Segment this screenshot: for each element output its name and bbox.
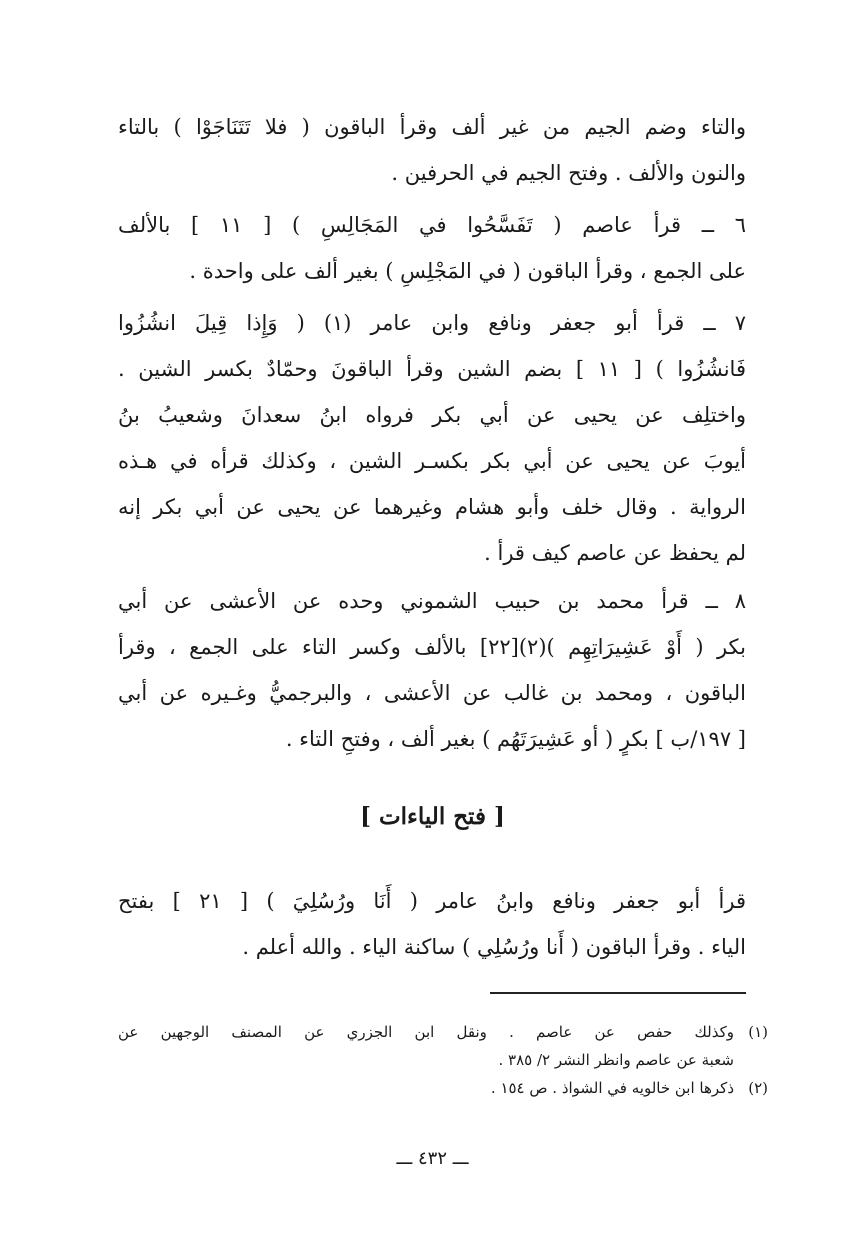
- section-heading: [ فتح الياءات ]: [360, 803, 505, 830]
- text-line: قرأ أبو جعفر ونافع وابنُ عامر ( أَنَا ورُسُلِيَ ) [ ٢١ ] بفتح: [118, 889, 746, 913]
- footnote-text: شعبة عن عاصم وانظر النشر ٢/ ٣٨٥ .: [498, 1051, 734, 1069]
- text-line: ٧ ــ قرأ أبو جعفر ونافع وابن عامر (١) ( وَإِذا قِيلَ انشُزُوا: [118, 311, 746, 335]
- footnote-separator: [490, 992, 746, 994]
- text-line: واختلِف عن يحيى عن أبي بكر فرواه ابنُ سعدانَ وشعيبُ بنُ: [118, 403, 746, 427]
- text-line: ٦ ــ قرأ عاصم ( تَفَسَّحُوا في المَجَالِسِ ) [ ١١ ] بالألف: [118, 213, 746, 237]
- footnote-number: (١): [748, 1023, 768, 1041]
- text-line: والنون والألف . وفتح الجيم في الحرفين .: [391, 161, 746, 185]
- footnote-2: [118, 1074, 768, 1102]
- text-line: فَانشُزُوا ) [ ١١ ] بضم الشين وقرأ الباقونَ وحمّادٌ بكسر الشين .: [118, 357, 746, 381]
- paragraph-item-6: [118, 202, 746, 294]
- text-line: أيوبَ عن يحيى عن أبي بكر بكسـر الشين ، وكذلك قرأه في هـذه: [118, 449, 746, 473]
- paragraph-item-7: [118, 300, 746, 576]
- text-line: ٨ ــ قرأ محمد بن حبيب الشموني وحده عن الأعشى عن أبي: [118, 589, 746, 613]
- page-number: ـــ ٤٣٢ ـــ: [396, 1148, 469, 1169]
- text-line: على الجمع ، وقرأ الباقون ( في المَجْلِسِ ) بغير ألف على واحدة .: [189, 259, 746, 283]
- text-line: والتاء وضم الجيم من غير ألف وقرأ الباقون ( فلا تَتَنَاجَوْا ) بالتاء: [118, 115, 746, 139]
- footnote-1-continued: [118, 1046, 768, 1074]
- paragraph-continuation: [118, 104, 746, 196]
- footnote-number: (٢): [748, 1079, 768, 1097]
- footnote-1: [118, 1018, 768, 1046]
- text-line: الياء . وقرأ الباقون ( أَنا ورُسُلِي ) ساكنة الياء . والله أعلم .: [242, 935, 746, 959]
- paragraph-item-8: [118, 578, 746, 762]
- text-line: بكر ( أَوْ عَشِيرَاتِهِم )(٢)[٢٢] بالألف وكسر التاء على الجمع ، وقرأ: [118, 635, 746, 659]
- footnote-text: وكذلك حفص عن عاصم . ونقل ابن الجزري عن المصنف الوجهين عن: [118, 1023, 734, 1041]
- text-line: [ ١٩٧/ب ] بكرٍ ( أو عَشِيرَتَهُم ) بغير ألف ، وفتحِ التاء .: [285, 727, 746, 751]
- footnotes: [118, 1018, 768, 1102]
- paragraph-yaat: [118, 878, 746, 970]
- text-line: لم يحفظ عن عاصم كيف قرأ .: [484, 541, 746, 565]
- text-line: الرواية . وقال خلف وأبو هشام وغيرهما عن يحيى عن أبي بكر إنه: [118, 495, 746, 519]
- text-line: الباقون ، ومحمد بن غالب عن الأعشى ، والبرجميُّ وغـيره عن أبي: [118, 681, 746, 705]
- footnote-text: ذكرها ابن خالويه في الشواذ . ص ١٥٤ .: [490, 1079, 734, 1097]
